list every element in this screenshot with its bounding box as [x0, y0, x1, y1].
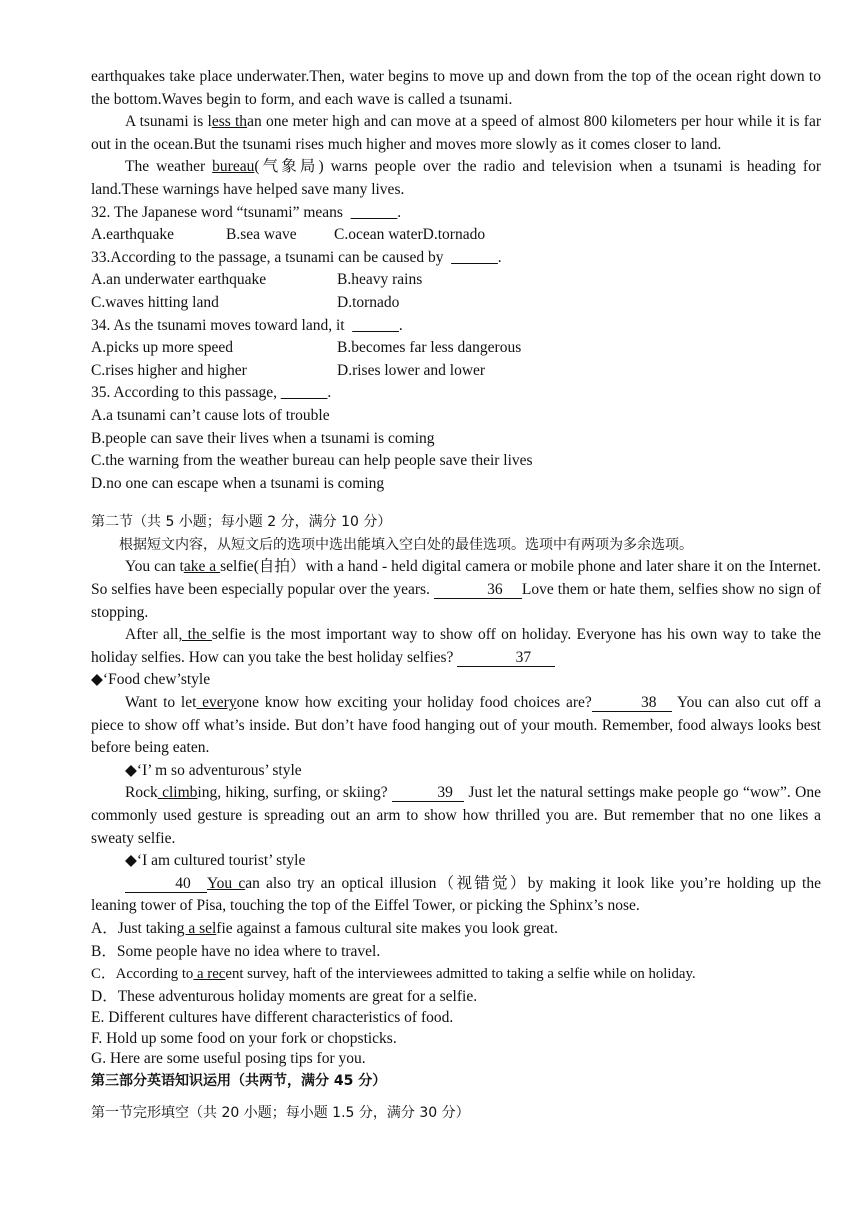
selfie-paragraph: Want to let everyone know how exciting your holiday food choices are? 38 You can also cut off a piece to show off what’s inside. But don’t have food hanging out of your mouth. Remember, food always looks best before being eaten. — [91, 694, 822, 757]
passage-paragraph: The weather bureau(气象局) warns people over the radio and television when a tsunami is heading for land.These warnings have helped save many lives. — [91, 158, 821, 198]
question-33-options: C.waves hitting land D.tornado — [91, 293, 400, 311]
blank-37: 37 — [457, 650, 555, 667]
part-3-subtitle: 第一节完形填空（共 20 小题；每小题 1.5 分，满分 30 分） — [91, 1104, 470, 1121]
part-3-title: 第三部分英语知识运用（共两节，满分 45 分） — [91, 1072, 387, 1089]
passage-paragraph: A tsunami is less than one meter high and can move at a speed of almost 800 kilometers per hour while it is far out in the ocean.But the tsunami rises much higher and moves more slowly as it comes closer to land. — [91, 113, 821, 153]
document-page — [91, 66, 821, 1124]
section-2-instruction: 根据短文内容，从短文后的选项中选出能填入空白处的最佳选项。选项中有两项为多余选项。 — [119, 536, 693, 553]
question-35: 35. According to this passage, ______. — [91, 384, 332, 402]
choice-g: G. Here are some useful posing tips for you. — [91, 1050, 366, 1068]
choice-e: E. Different cultures have different characteristics of food. — [91, 1009, 454, 1027]
question-35-option: D.no one can escape when a tsunami is coming — [91, 474, 385, 492]
style-heading: ◆‘I am cultured tourist’ style — [125, 852, 306, 870]
choice-d: D．These adventurous holiday moments are great for a selfie. — [91, 987, 478, 1005]
choice-b: B．Some people have no idea where to travel. — [91, 942, 381, 960]
blank-39: 39 — [392, 785, 464, 802]
choice-a: A．Just taking a selfie against a famous cultural site makes you look great. — [91, 919, 559, 937]
question-32-options: A.earthquake B.sea wave C.ocean waterD.tornado — [91, 226, 486, 244]
question-33: 33.According to the passage, a tsunami can be caused by ______. — [91, 248, 502, 266]
question-35-option: B.people can save their lives when a tsunami is coming — [91, 429, 435, 447]
choice-c: C．According to a recent survey, haft of the interviewees admitted to taking a selfie while on holiday. — [91, 966, 696, 983]
passage-paragraph: earthquakes take place underwater.Then, water begins to move up and down from the top of the ocean right down to the bottom.Waves begin to form, and each wave is called a tsunami. — [91, 68, 821, 108]
style-heading: ◆‘I’ m so adventurous’ style — [125, 761, 302, 779]
question-32: 32. The Japanese word “tsunami” means ______. — [91, 203, 402, 221]
style-heading: ◆‘Food chew’style — [91, 671, 211, 689]
blank-36: 36 — [434, 582, 522, 599]
selfie-paragraph: You can take a selfie(自拍）with a hand - held digital camera or mobile phone and later share it on the Internet. So selfies have been especially popular over the years. 36 Love them or hate them, selfies show no sign of stopping. — [91, 558, 821, 621]
selfie-paragraph: Rock climbing, hiking, surfing, or skiing? 39 Just let the natural settings make people go “wow”. One commonly used gesture is spreading out an arm to show how thrilled you are. But remember that no one likes a sweaty selfie. — [91, 784, 821, 847]
question-34-options: C.rises higher and higher D.rises lower and lower — [91, 361, 486, 379]
question-33-options: A.an underwater earthquake B.heavy rains — [91, 271, 423, 289]
blank-38: 38 — [592, 695, 672, 712]
section-2-title: 第二节（共 5 小题；每小题 2 分，满分 10 分） — [91, 514, 392, 531]
question-34-options: A.picks up more speed B.becomes far less dangerous — [91, 339, 522, 357]
choice-f: F. Hold up some food on your fork or chopsticks. — [91, 1029, 397, 1047]
question-35-option: A.a tsunami can’t cause lots of trouble — [91, 406, 330, 424]
selfie-paragraph: After all, the selfie is the most important way to show off on holiday. Everyone has his own way to take the holiday selfies. How can you take the best holiday selfies? 37 — [91, 626, 821, 666]
question-34: 34. As the tsunami moves toward land, it ______. — [91, 316, 403, 334]
selfie-paragraph: 40 You can also try an optical illusion（视错觉）by making it look like you’re holding up the leaning tower of Pisa, touching the top of the Eiffel Tower, or picking the Sphinx’s nose. — [91, 874, 821, 915]
blank-40: 40 — [125, 876, 207, 893]
question-35-option: C.the warning from the weather bureau can help people save their lives — [91, 452, 533, 470]
